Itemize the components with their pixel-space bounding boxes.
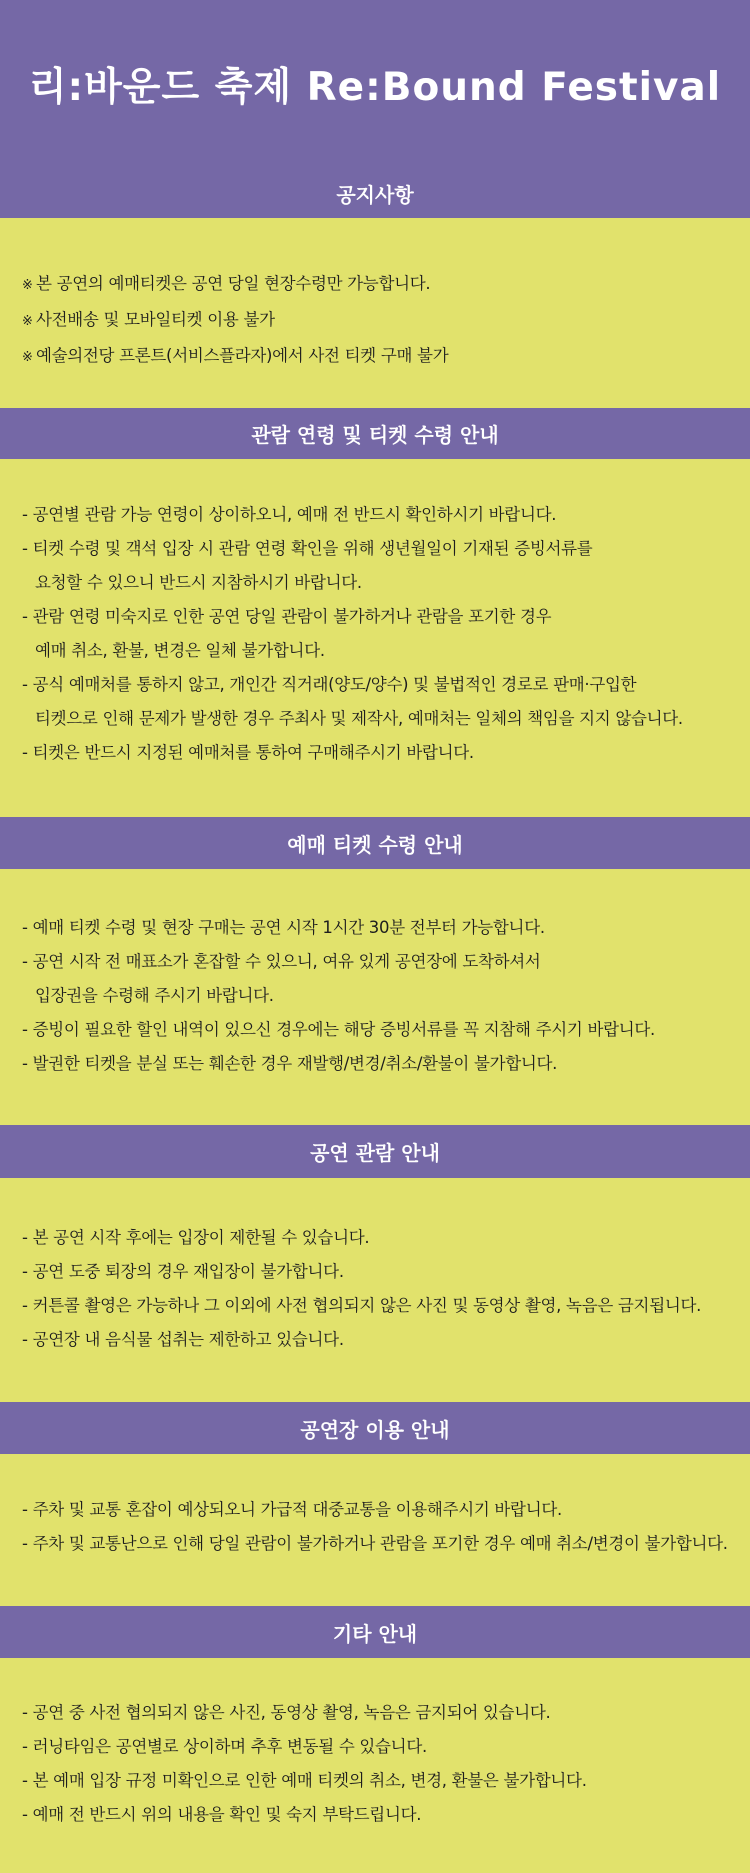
guide-line: - 증빙이 필요한 할인 내역이 있으신 경우에는 해당 증빙서류를 꼭 지참해 주시기 바랍니다. [22,1020,655,1039]
reference-mark-icon: ※ [22,350,33,365]
reference-mark-icon: ※ [22,278,33,293]
guide-line: 입장권을 수령해 주시기 바랍니다. [35,986,274,1005]
guide-line: - 주차 및 교통난으로 인해 당일 관람이 불가하거나 관람을 포기한 경우 예매 취소/변경이 불가합니다. [22,1534,728,1553]
section-body-age-ticket [0,459,750,817]
guide-line: 요청할 수 있으니 반드시 지참하시기 바랍니다. [35,573,362,592]
guide-line: - 본 예매 입장 규정 미확인으로 인한 예매 티켓의 취소, 변경, 환불은 불가합니다. [22,1771,587,1790]
reference-mark-icon: ※ [22,314,33,329]
guide-line: - 공식 예매처를 통하지 않고, 개인간 직거래(양도/양수) 및 불법적인 경로로 판매·구입한 [22,675,637,694]
section-body-notice [0,218,750,408]
notice-line [22,339,740,375]
guide-line: - 티켓 수령 및 객석 입장 시 관람 연령 확인을 위해 생년월일이 기재된 증빙서류를 [22,539,593,558]
guide-line: - 러닝타임은 공연별로 상이하며 추후 변동될 수 있습니다. [22,1737,427,1756]
page-title: 리:바운드 축제 Re:Bound Festival [28,65,722,110]
section-body-etc [0,1658,750,1873]
section-header-notice: 공지사항 [0,168,750,218]
guide-line: - 발권한 티켓을 분실 또는 훼손한 경우 재발행/변경/취소/환불이 불가합니다. [22,1054,558,1073]
notice-line [22,303,740,339]
guide-line: - 공연 도중 퇴장의 경우 재입장이 불가합니다. [22,1262,344,1281]
guide-line: - 공연장 내 음식물 섭취는 제한하고 있습니다. [22,1330,344,1349]
section-header-venue: 공연장 이용 안내 [0,1402,750,1454]
guide-line: - 예매 전 반드시 위의 내용을 확인 및 숙지 부탁드립니다. [22,1805,422,1824]
section-header-age-ticket: 관람 연령 및 티켓 수령 안내 [0,408,750,459]
notice-line [22,267,740,303]
guide-line: - 관람 연령 미숙지로 인한 공연 당일 관람이 불가하거나 관람을 포기한 경우 [22,607,552,626]
section-body-venue [0,1454,750,1606]
section-header-ticket-pickup: 예매 티켓 수령 안내 [0,817,750,869]
title-banner [0,0,750,168]
guide-line: - 커튼콜 촬영은 가능하나 그 이외에 사전 협의되지 않은 사진 및 동영상 촬영, 녹음은 금지됩니다. [22,1296,702,1315]
guide-line: - 본 공연 시작 후에는 입장이 제한될 수 있습니다. [22,1228,370,1247]
notice-text: 예술의전당 프론트(서비스플라자)에서 사전 티켓 구매 불가 [36,346,449,365]
guide-line: - 공연 중 사전 협의되지 않은 사진, 동영상 촬영, 녹음은 금지되어 있습니다. [22,1703,551,1722]
guide-line: - 티켓은 반드시 지정된 예매처를 통하여 구매해주시기 바랍니다. [22,743,474,762]
guide-line: 티켓으로 인해 문제가 발생한 경우 주최사 및 제작사, 예매처는 일체의 책임을 지지 않습니다. [35,709,683,728]
section-header-etc: 기타 안내 [0,1606,750,1658]
section-body-viewing [0,1178,750,1402]
notice-text: 사전배송 및 모바일티켓 이용 불가 [36,310,275,329]
guide-line: - 예매 티켓 수령 및 현장 구매는 공연 시작 1시간 30분 전부터 가능합니다. [22,918,545,937]
guide-line: - 주차 및 교통 혼잡이 예상되오니 가급적 대중교통을 이용해주시기 바랍니다. [22,1500,562,1519]
guide-line: - 공연 시작 전 매표소가 혼잡할 수 있으니, 여유 있게 공연장에 도착하셔서 [22,952,541,971]
section-body-ticket-pickup [0,869,750,1125]
notice-text: 본 공연의 예매티켓은 공연 당일 현장수령만 가능합니다. [36,274,431,293]
guide-line: 예매 취소, 환불, 변경은 일체 불가합니다. [35,641,325,660]
guide-line: - 공연별 관람 가능 연령이 상이하오니, 예매 전 반드시 확인하시기 바랍니다. [22,505,557,524]
section-header-viewing: 공연 관람 안내 [0,1125,750,1178]
